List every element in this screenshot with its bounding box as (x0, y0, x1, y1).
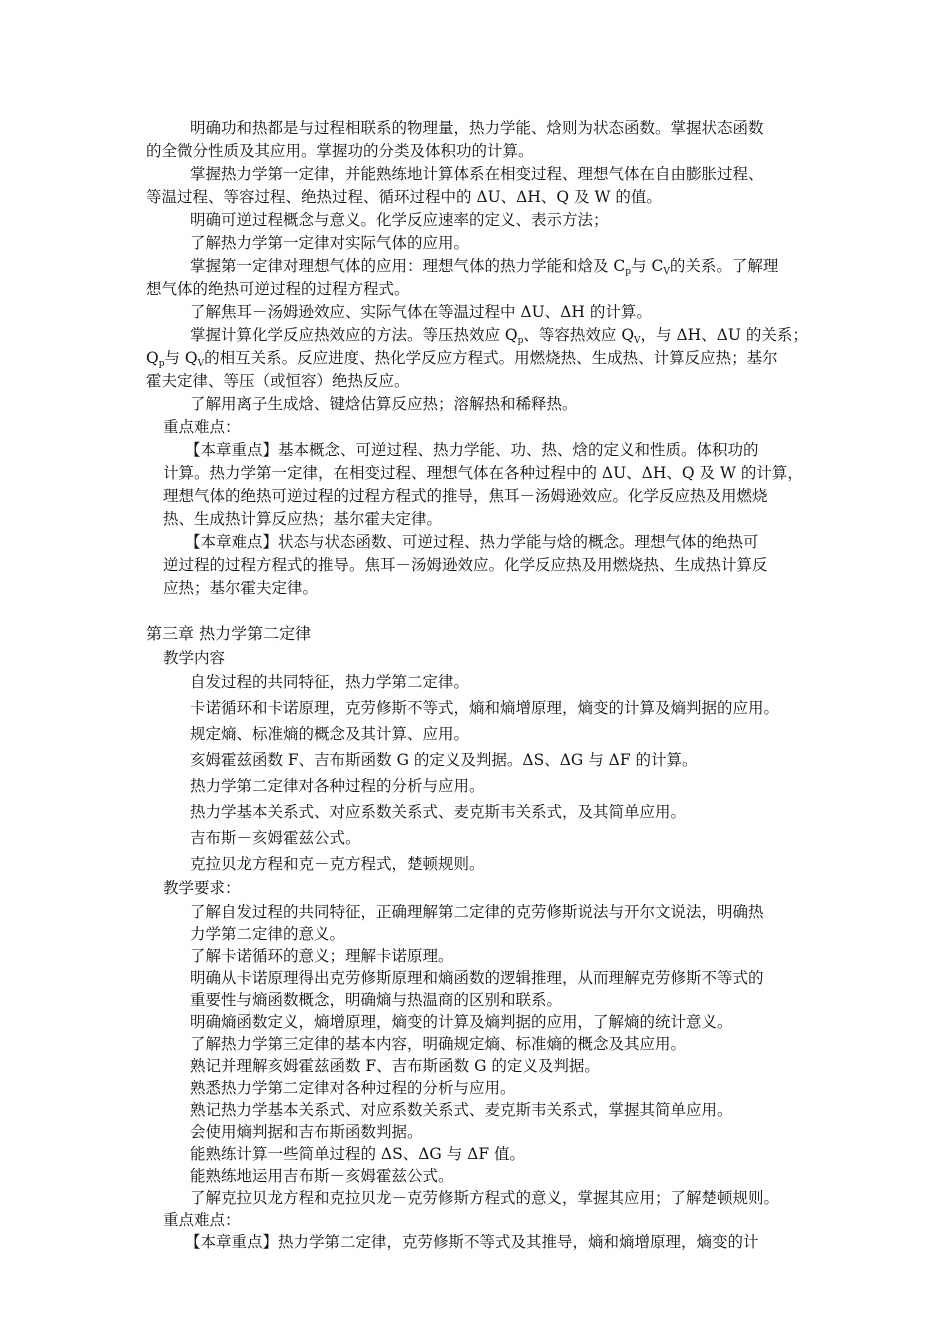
teaching-req-line: 了解卡诺循环的意义；理解卡诺原理。 (190, 947, 454, 965)
paragraph-line: 明确功和热都是与过程相联系的物理量，热力学能、焓则为状态函数。掌握状态函数 (190, 119, 764, 137)
subscript: p (625, 267, 632, 277)
text-segment: 掌握第一定律对理想气体的应用：理想气体的热力学能和焓及 C (190, 257, 626, 275)
teaching-req-line: 能熟练计算一些简单过程的 ΔS、ΔG 与 ΔF 值。 (190, 1145, 526, 1163)
text-segment: 掌握计算化学反应热效应的方法。等压热效应 Q (190, 326, 518, 344)
teaching-req-line: 能熟练地运用吉布斯－亥姆霍兹公式。 (190, 1167, 454, 1185)
difficult-points-line: 逆过程的过程方程式的推导。焦耳－汤姆逊效应。化学反应热及用燃烧热、生成热计算反 (163, 556, 768, 574)
paragraph-line: 霍夫定律、等压（或恒容）绝热反应。 (146, 372, 410, 390)
teaching-content-item: 卡诺循环和卡诺原理，克劳修斯不等式，熵和熵增原理，熵变的计算及熵判据的应用。 (190, 699, 780, 717)
teaching-content-item: 规定熵、标准熵的概念及其计算、应用。 (190, 725, 470, 743)
paragraph-line: 了解热力学第一定律对实际气体的应用。 (190, 234, 470, 252)
teaching-req-line: 了解热力学第三定律的基本内容，明确规定熵、标准熵的概念及其应用。 (190, 1035, 687, 1053)
subscript: p (517, 336, 524, 346)
teaching-content-item: 克拉贝龙方程和克－克方程式，楚顿规则。 (190, 855, 485, 873)
paragraph-line: 的全微分性质及其应用。掌握功的分类及体积功的计算。 (146, 142, 534, 160)
section-label-teaching-requirements: 教学要求： (163, 879, 241, 897)
key-points-line: 【本章重点】基本概念、可逆过程、热力学能、功、热、焓的定义和性质。体积功的 (185, 441, 759, 459)
teaching-req-line: 明确熵函数定义，熵增原理，熵变的计算及熵判据的应用，了解熵的统计意义。 (190, 1013, 733, 1031)
teaching-content-item: 热力学基本关系式、对应系数关系式、麦克斯韦关系式，及其简单应用。 (190, 803, 687, 821)
teaching-req-line: 会使用熵判据和吉布斯函数判据。 (190, 1123, 423, 1141)
teaching-content-item: 自发过程的共同特征，热力学第二定律。 (190, 673, 470, 691)
key-difficult-label: 重点难点： (163, 1211, 241, 1229)
paragraph-line: 等温过程、等容过程、绝热过程、循环过程中的 ΔU、ΔH、Q 及 W 的值。 (146, 188, 662, 206)
text-segment: 、等容热效应 Q (523, 326, 635, 344)
key-points-line: 【本章重点】热力学第二定律，克劳修斯不等式及其推导，熵和熵增原理，熵变的计 (185, 1233, 759, 1251)
key-points-line: 计算。热力学第一定律，在相变过程、理想气体在各种过程中的 ΔU、ΔH、Q 及 W 的计算， (163, 464, 803, 482)
difficult-points-line: 【本章难点】状态与状态函数、可逆过程、热力学能与焓的概念。理想气体的绝热可 (185, 533, 759, 551)
subscript: V (663, 267, 670, 277)
text-segment: 与 Q (164, 349, 198, 367)
text-segment: Q (146, 349, 159, 367)
teaching-req-line: 熟悉热力学第二定律对各种过程的分析与应用。 (190, 1079, 516, 1097)
key-difficult-label: 重点难点： (163, 418, 241, 436)
subscript: V (197, 359, 205, 369)
paragraph-line: 明确可逆过程概念与意义。化学反应速率的定义、表示方法； (190, 211, 609, 229)
paragraph-line: 想气体的绝热可逆过程的过程方程式。 (146, 280, 410, 298)
subscript: V (634, 336, 641, 346)
text-segment: ，与 ΔH、ΔU 的关系； (640, 326, 808, 344)
key-points-line: 热、生成热计算反应热；基尔霍夫定律。 (163, 510, 443, 528)
section-label-teaching-content: 教学内容 (163, 649, 226, 667)
key-points-line: 理想气体的绝热可逆过程的过程方程式的推导，焦耳－汤姆逊效应。化学反应热及用燃烧 (163, 487, 768, 505)
text-segment: 的相互关系。反应进度、热化学反应方程式。用燃烧热、生成热、计算反应热；基尔 (204, 349, 778, 367)
teaching-req-line: 明确从卡诺原理得出克劳修斯原理和熵函数的逻辑推理，从而理解克劳修斯不等式的 (190, 969, 764, 987)
text-segment: 的关系。了解理 (669, 257, 779, 275)
subscript: p (158, 359, 165, 369)
teaching-req-line: 熟记并理解亥姆霍兹函数 F、吉布斯函数 G 的定义及判据。 (190, 1057, 600, 1075)
teaching-content-item: 热力学第二定律对各种过程的分析与应用。 (190, 777, 485, 795)
text-segment: 与 C (631, 257, 664, 275)
paragraph-line: 掌握热力学第一定律，并能熟练地计算体系在相变过程、理想气体在自由膨胀过程、 (190, 165, 764, 183)
teaching-req-line: 重要性与熵函数概念，明确熵与热温商的区别和联系。 (190, 991, 563, 1009)
paragraph-line: 了解用离子生成焓、键焓估算反应热；溶解热和稀释热。 (190, 395, 578, 413)
teaching-req-line: 了解克拉贝龙方程和克拉贝龙－克劳修斯方程式的意义，掌握其应用；了解楚顿规则。 (190, 1189, 780, 1207)
teaching-req-line: 力学第二定律的意义。 (190, 925, 346, 943)
teaching-content-item: 吉布斯－亥姆霍兹公式。 (190, 829, 361, 847)
teaching-req-line: 了解自发过程的共同特征，正确理解第二定律的克劳修斯说法与开尔文说法，明确热 (190, 903, 764, 921)
teaching-req-line: 熟记热力学基本关系式、对应系数关系式、麦克斯韦关系式，掌握其简单应用。 (190, 1101, 733, 1119)
teaching-content-item: 亥姆霍兹函数 F、吉布斯函数 G 的定义及判据。ΔS、ΔG 与 ΔF 的计算。 (190, 751, 698, 769)
difficult-points-line: 应热；基尔霍夫定律。 (163, 579, 319, 597)
paragraph-line: 了解焦耳－汤姆逊效应、实际气体在等温过程中 ΔU、ΔH 的计算。 (190, 303, 652, 321)
chapter-title: 第三章 热力学第二定律 (146, 624, 312, 643)
